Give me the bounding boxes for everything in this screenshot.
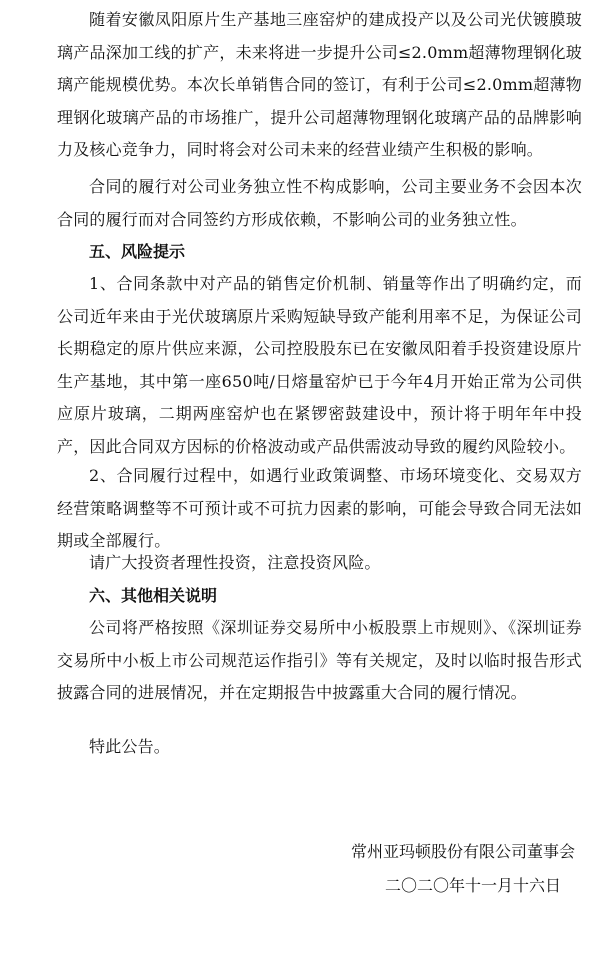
closing-statement: 特此公告。 <box>89 737 171 756</box>
paragraph-risk-1: 1、合同条款中对产品的销售定价机制、销量等作出了明确约定，而公司近年来由于光伏玻璃原片采购短缺导致产能利用率不足，为保证公司长期稳定的原片供应来源，公司控股股东已在安徽凤阳着手投资建设原片生产基地，其中第一座650吨/日熔量窑炉已于今年4月开始正常为公司供应原片玻璃，二期两座窑炉也在紧锣密鼓建设中，预计将于明年年中投产，因此合同双方因标的价格波动或产品供需波动导致的履约风险较小。 <box>57 274 582 456</box>
paragraph-outlook: 随着安徽凤阳原片生产基地三座窑炉的建成投产以及公司光伏镀膜玻璃产品深加工线的扩产，未来将进一步提升公司≤2.0mm超薄物理钢化玻璃产能规模优势。本次长单销售合同的签订，有利于公司≤2.0mm超薄物理钢化玻璃产品的市场推广，提升公司超薄物理钢化玻璃产品的品牌影响力及核心竞争力，同时将会对公司未来的经营业绩产生积极的影响。 <box>57 10 582 159</box>
signature-company: 常州亚玛顿股份有限公司董事会 <box>350 842 575 861</box>
section-heading-risk: 五、风险提示 <box>89 242 186 261</box>
paragraph-independence: 合同的履行对公司业务独立性不构成影响，公司主要业务不会因本次合同的履行而对合同签约方形成依赖，不影响公司的业务独立性。 <box>57 177 582 229</box>
paragraph-investor-advice: 请广大投资者理性投资，注意投资风险。 <box>89 553 381 572</box>
signature-date: 二〇二〇年十一月十六日 <box>384 876 561 895</box>
paragraph-risk-2: 2、合同履行过程中，如遇行业政策调整、市场环境变化、交易双方经营策略调整等不可预计或不可抗力因素的影响，可能会导致合同无法如期或全部履行。 <box>57 466 582 550</box>
section-heading-other: 六、其他相关说明 <box>89 586 218 605</box>
paragraph-other-info: 公司将严格按照《深圳证券交易所中小板股票上市规则》、《深圳证券交易所中小板上市公司规范运作指引》等有关规定，及时以临时报告形式披露合同的进展情况，并在定期报告中披露重大合同的履行情况。 <box>57 618 582 702</box>
